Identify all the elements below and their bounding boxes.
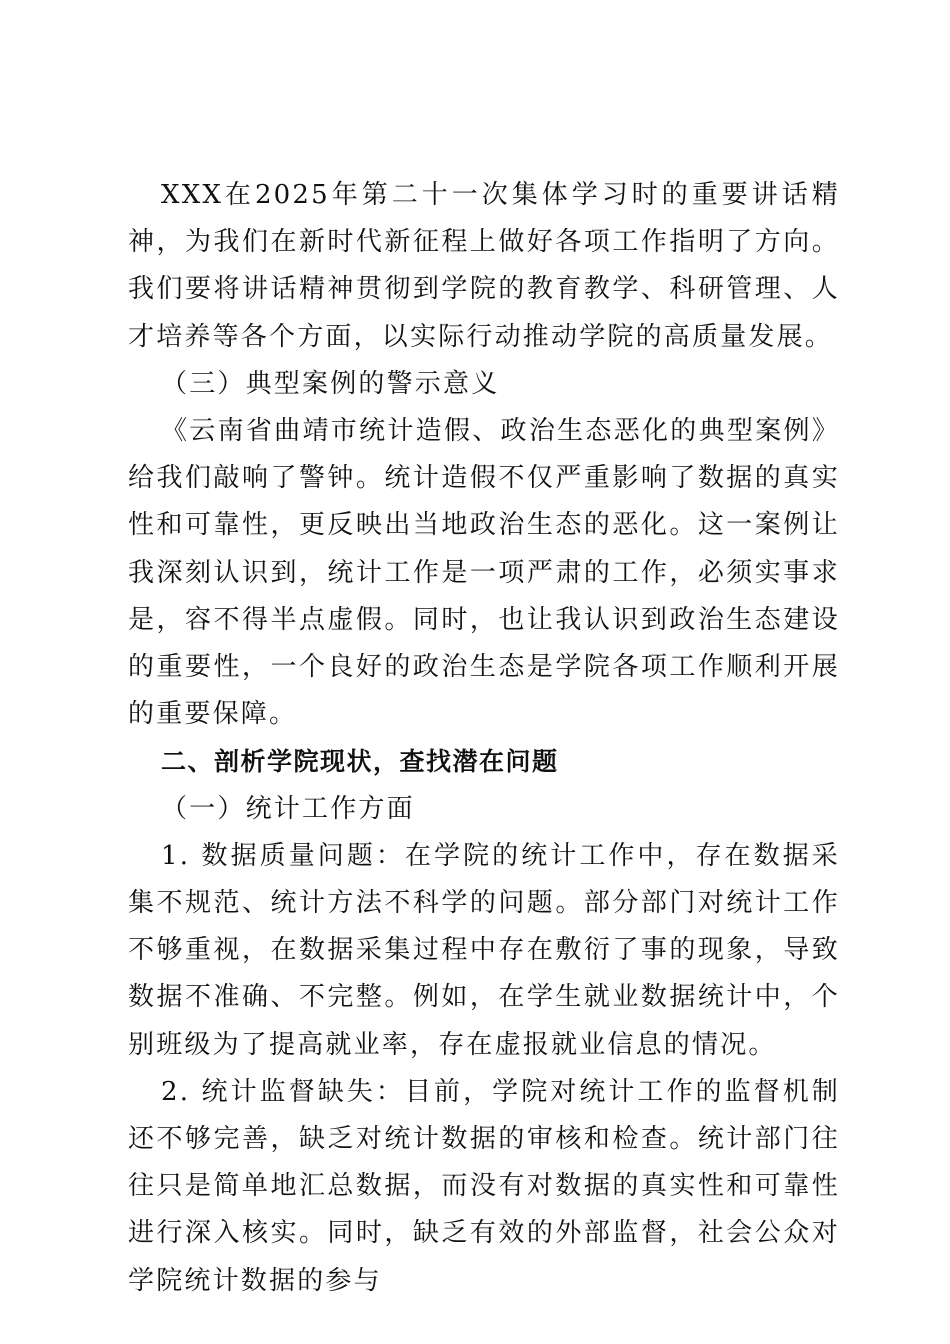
body-paragraph: 1. 数据质量问题：在学院的统计工作中，存在数据采集不规范、统计方法不科学的问题。部分部门对统计工作不够重视，在数据采集过程中存在敷衍了事的现象，导致数据不准确、不完整。例如，在学生就业数据统计中，个别班级为了提高就业率，存在虚报就业信息的情况。 (128, 840, 840, 1060)
body-paragraph: 《云南省曲靖市统计造假、政治生态恶化的典型案例》给我们敲响了警钟。统计造假不仅严重影响了数据的真实性和可靠性，更反映出当地政治生态的恶化。这一案例让我深刻认识到，统计工作是一项严肃的工作，必须实事求是，容不得半点虚假。同时，也让我认识到政治生态建设的重要性，一个良好的政治生态是学院各项工作顺利开展的重要保障。 (128, 416, 840, 730)
section-heading: 二、剖析学院现状，查找潜在问题 (161, 747, 559, 777)
body-paragraph: XXX在2025年第二十一次集体学习时的重要讲话精神，为我们在新时代新征程上做好各项工作指明了方向。我们要将讲话精神贯彻到学院的教育教学、科研管理、人才培养等各个方面，以实际行动推动学院的高质量发展。 (128, 180, 840, 352)
body-paragraph: 2. 统计监督缺失：目前，学院对统计工作的监督机制还不够完善，缺乏对统计数据的审核和检查。统计部门往往只是简单地汇总数据，而没有对数据的真实性和可靠性进行深入核实。同时，缺乏有效的外部监督，社会公众对学院统计数据的参与 (128, 1076, 840, 1296)
subsection-heading: （三）典型案例的警示意义 (161, 368, 500, 399)
document-page (128, 172, 840, 1305)
subsection-heading: （一）统计工作方面 (161, 793, 415, 824)
